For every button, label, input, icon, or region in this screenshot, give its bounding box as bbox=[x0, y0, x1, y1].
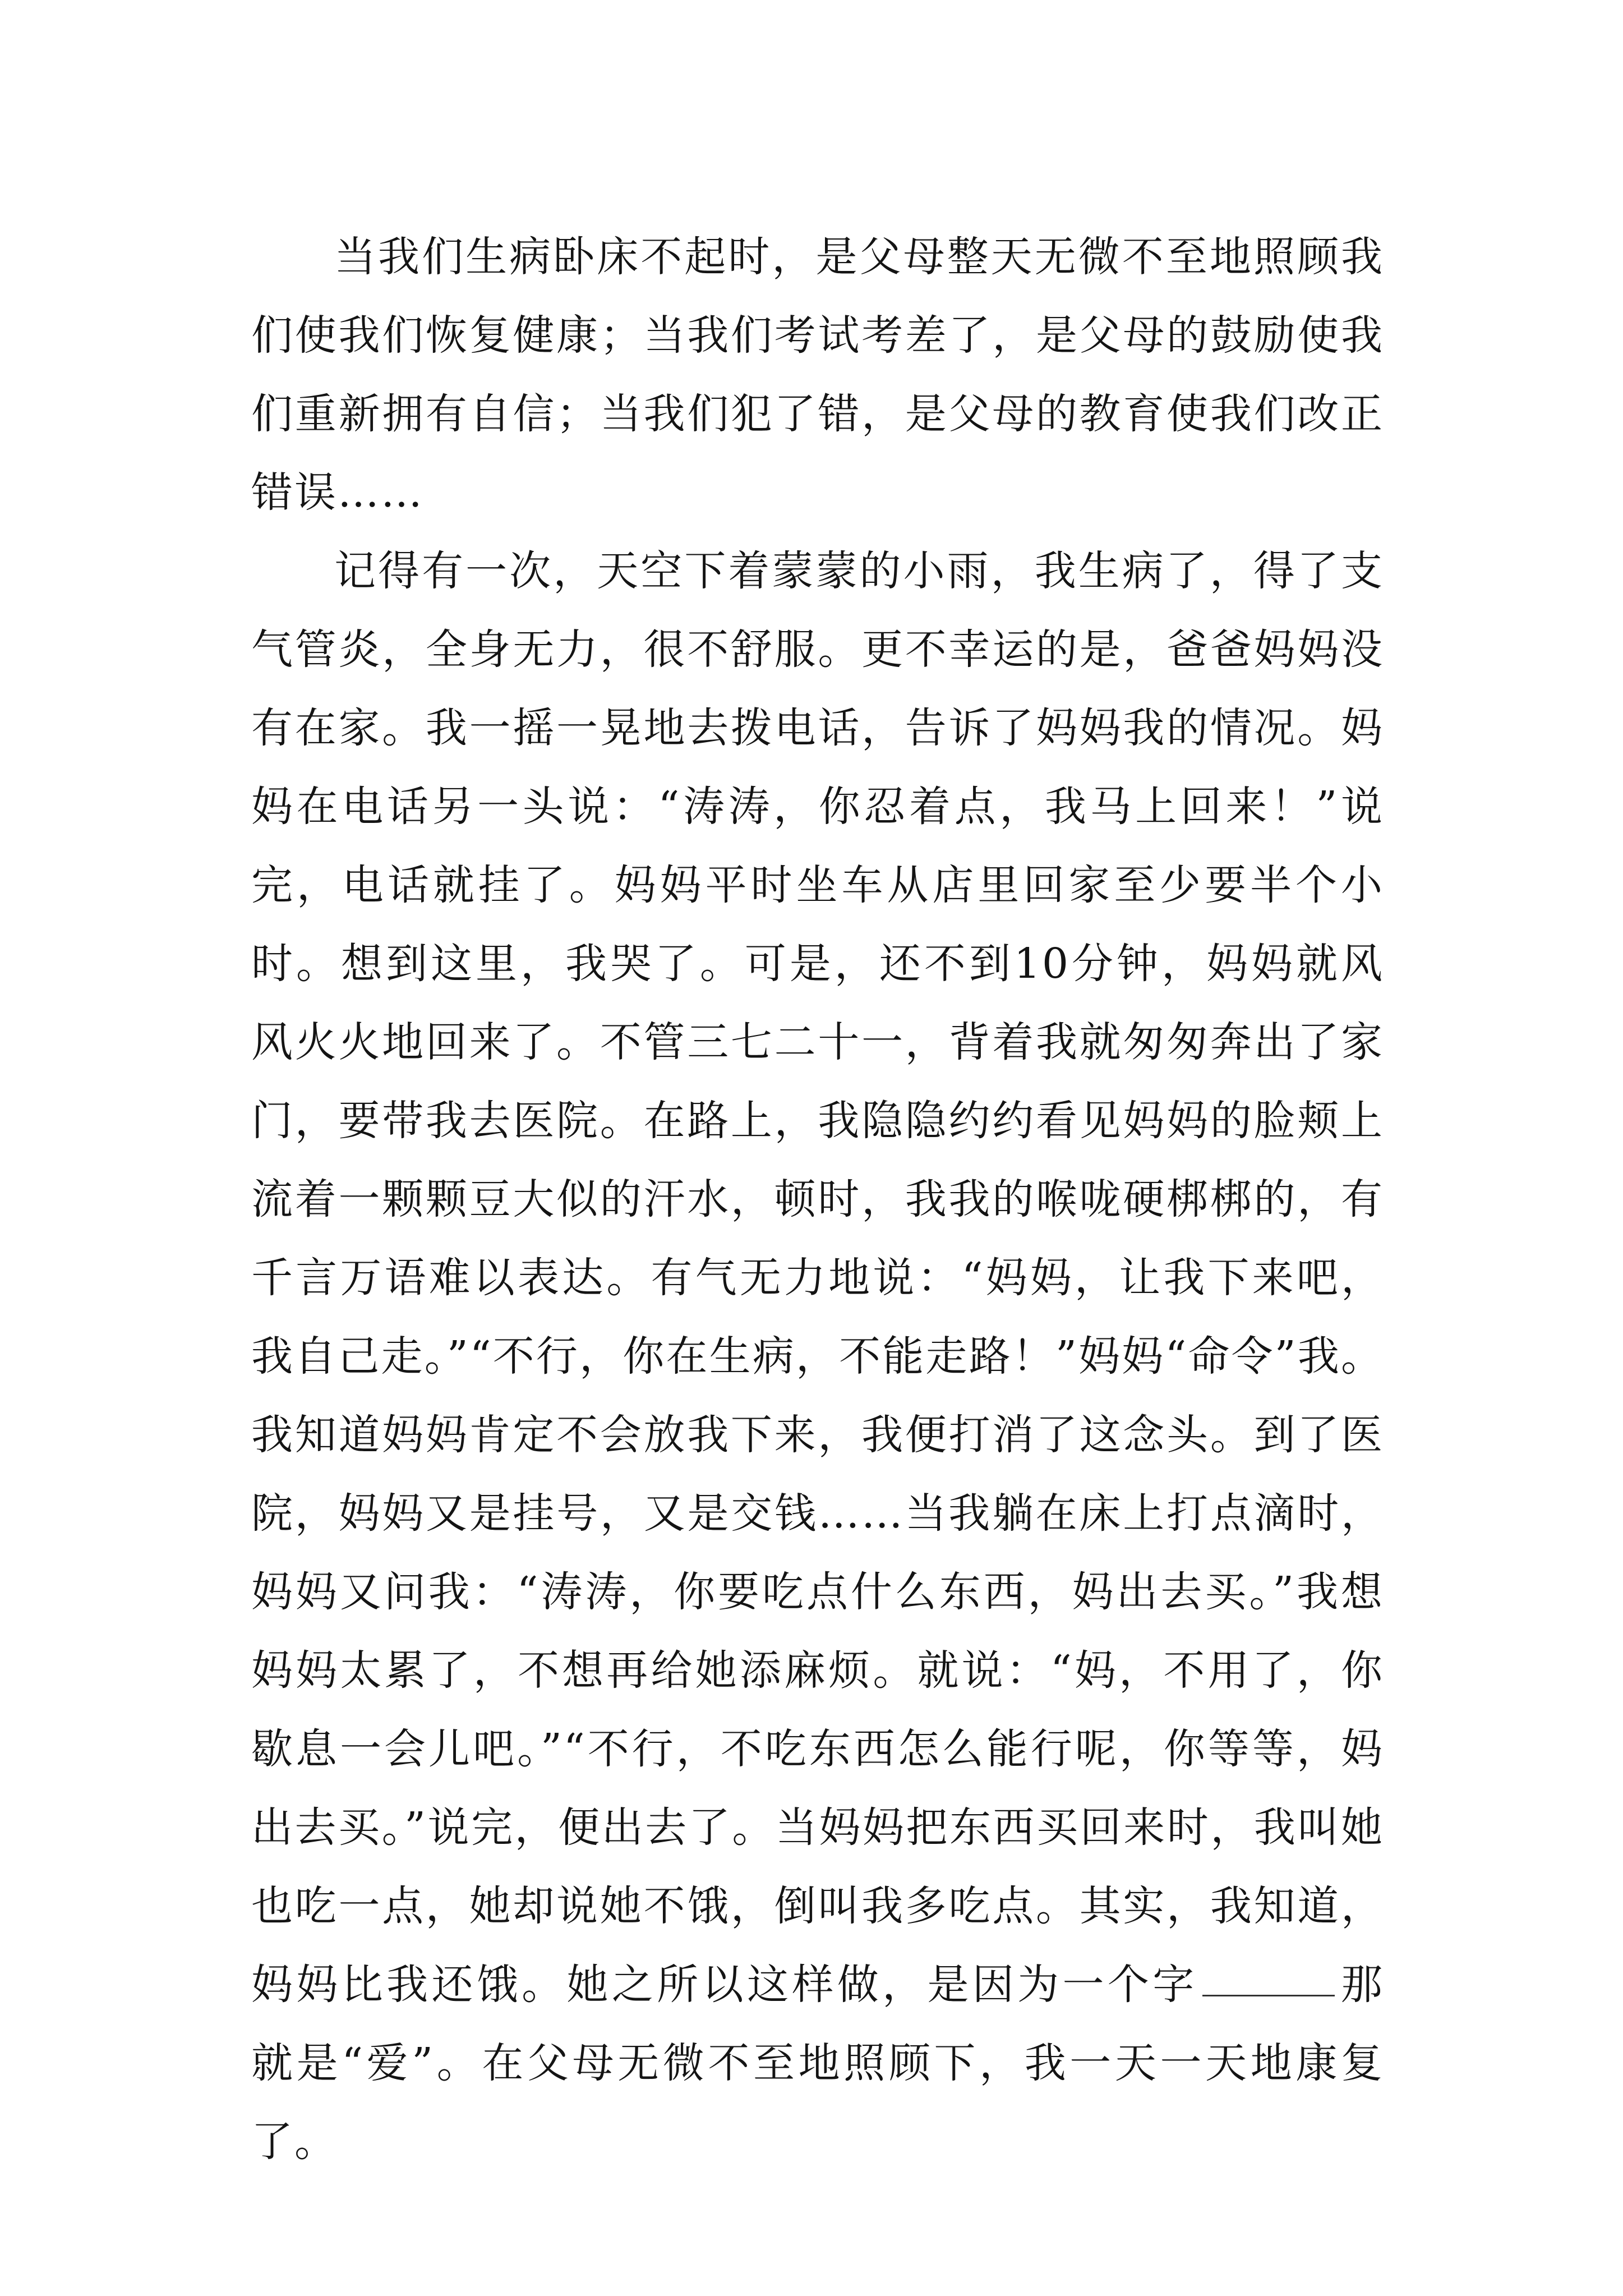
paragraph-2 bbox=[251, 532, 1384, 2181]
paragraph-2-text-after-blank: 那就是“爱”。在父母无微不至地照顾下，我一天一天地康复了。 bbox=[251, 1961, 1385, 2166]
paragraph-2-text-before-blank: 记得有一次，天空下着蒙蒙的小雨，我生病了，得了支气管炎，全身无力，很不舒服。更不幸运的是，爸爸妈妈没有在家。我一摇一晃地去拨电话，告诉了妈妈我的情况。妈妈在电话另一头说：“涛涛，你忍着点，我马上回来！”说完，电话就挂了。妈妈平时坐车从店里回家至少要半个小时。想到这里，我哭了。可是，还不到10分钟，妈妈就风风火火地回来了。不管三七二十一，背着我就匆匆奔出了家门，要带我去医院。在路上，我隐隐约约看见妈妈的脸颊上流着一颗颗豆大似的汗水，顿时，我我的喉咙硬梆梆的，有千言万语难以表达。有气无力地说：“妈妈，让我下来吧，我自己走。”“不行，你在生病，不能走路！”妈妈“命令”我。我知道妈妈肯定不会放我下来，我便打消了这念头。到了医院，妈妈又是挂号，又是交钱……当我躺在床上打点滴时，妈妈又问我：“涛涛，你要吃点什么东西，妈出去买。”我想妈妈太累了，不想再给她添麻烦。就说：“妈，不用了，你歇息一会儿吧。”“不行，不吃东西怎么能行呢，你等等，妈出去买。”说完，便出去了。当妈妈把东西买回来时，我叫她也吃一点，她却说她不饿，倒叫我多吃点。其实，我知道，妈妈比我还饿。她之所以这样做，是因为一个字 bbox=[251, 547, 1384, 2009]
essay-body bbox=[251, 218, 1384, 2181]
paragraph-1-text: 当我们生病卧床不起时，是父母整天无微不至地照顾我们使我们恢复健康；当我们考试考差了，是父母的鼓励使我们重新拥有自信；当我们犯了错，是父母的教育使我们改正错误…… bbox=[251, 233, 1384, 517]
paragraph-1 bbox=[251, 218, 1384, 532]
fill-in-blank-line bbox=[1202, 1994, 1335, 1996]
